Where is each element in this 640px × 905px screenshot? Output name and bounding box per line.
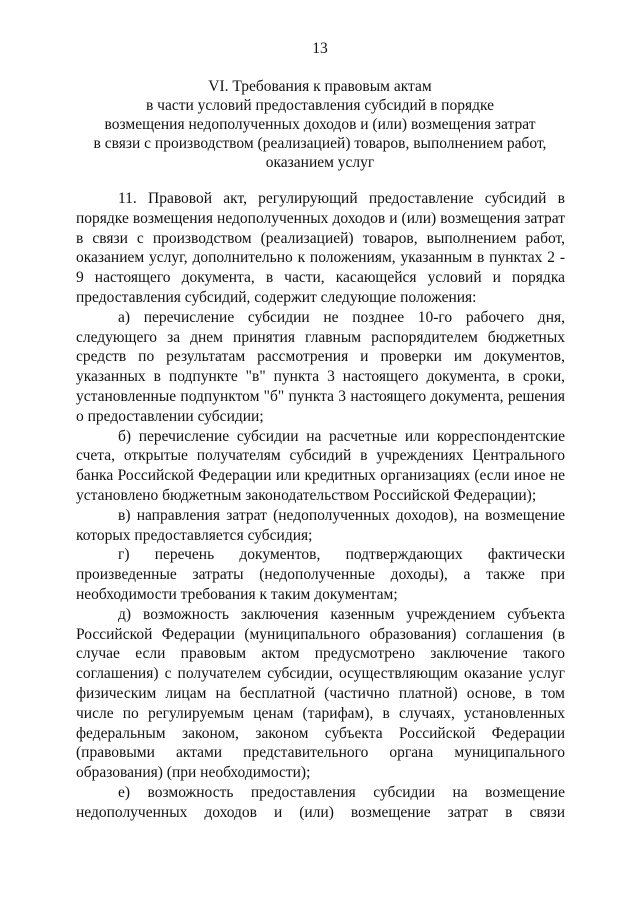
paragraph-item-e: е) возможность предоставления субсидии на возмещение недополученных доходов и (или) возмещение затрат в связи: [76, 783, 565, 821]
section-heading: [70, 77, 570, 172]
document-body: [76, 189, 565, 823]
paragraph-item-v: в) направления затрат (недополученных доходов), на возмещение которых предоставляется субсидия;: [76, 506, 565, 544]
page-number: 13: [312, 40, 328, 57]
paragraph-item-g: г) перечень документов, подтверждающих фактически произведенные затраты (недополученные доходы), а также при необходимости требования к таким документам;: [76, 546, 565, 603]
section-heading-line: в части условий предоставления субсидий в порядке: [145, 97, 495, 114]
section-heading-line: возмещения недополученных доходов и (или) возмещения затрат: [104, 116, 536, 133]
section-heading-line: VI. Требования к правовым актам: [208, 78, 432, 95]
paragraph-item-a: а) перечисление субсидии не позднее 10-го рабочего дня, следующего за днем принятия главным распорядителем бюджетных средств по результатам рассмотрения и проверки им документов, указанных в подпункте "в" пункта 3 настоящего документа, в сроки, установленные подпунктом "б" пункта 3 настоящего документа, решения о предоставлении субсидии;: [76, 308, 565, 425]
paragraph-item-b: б) перечисление субсидии на расчетные или корреспондентские счета, открытые получателям субсидий в учреждениях Центрального банка Российской Федерации или кредитных организациях (если иное не установлено бюджетным законодательством Российской Федерации);: [76, 427, 565, 504]
section-heading-line: оказанием услуг: [265, 154, 375, 171]
section-heading-line: в связи с производством (реализацией) товаров, выполнением работ,: [93, 135, 547, 152]
paragraph-11: 11. Правовой акт, регулирующий предоставление субсидий в порядке возмещения недополученных доходов и (или) возмещения затрат в связи с производством (реализацией) товаров, выполнением работ, оказанием услуг, дополнительно к положениям, указанным в пунктах 2 - 9 настоящего документа, в части, касающейся условий и порядка предоставления субсидий, содержит следующие положения:: [76, 190, 565, 306]
paragraph-item-d: д) возможность заключения казенным учреждением субъекта Российской Федерации (муниципального образования) соглашения (в случае если правовым актом предусмотрено заключение такого соглашения) с получателем субсидии, осуществляющим оказание услуг физическим лицам на бесплатной (частично платной) основе, в том числе по регулируемым ценам (тарифам), в случаях, установленных федеральным законом, законом субъекта Российской Федерации (правовыми актами представительного органа муниципального образования) (при необходимости);: [76, 605, 565, 782]
